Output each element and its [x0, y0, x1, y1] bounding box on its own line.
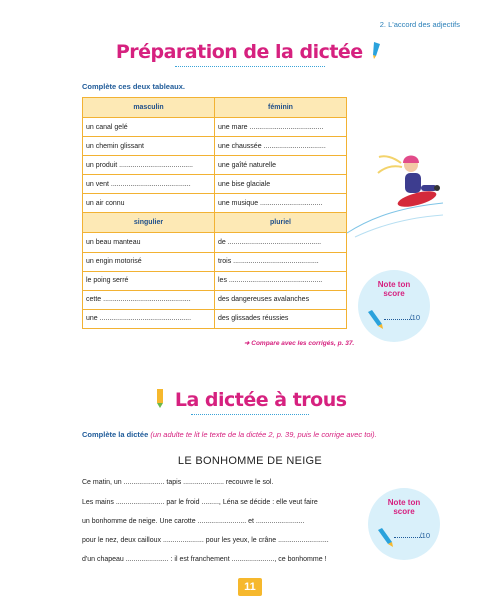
table-row — [83, 252, 347, 271]
table-cell[interactable]: le poing serré — [83, 271, 215, 290]
table-cell[interactable]: de ................................................ — [215, 233, 347, 252]
score-answer-line[interactable] — [384, 319, 412, 320]
table2-header-pluriel: pluriel — [215, 213, 347, 233]
table-cell[interactable]: les ................................................ — [215, 271, 347, 290]
table-row — [83, 309, 347, 328]
table-cell[interactable]: une mare ...................................... — [215, 118, 347, 137]
table-cell[interactable]: un vent ......................................... — [83, 175, 215, 194]
score-circle-2 — [368, 488, 440, 560]
score-denominator: /10 — [419, 531, 430, 540]
table2-header-singulier: singulier — [83, 213, 215, 233]
table-cell[interactable]: un beau manteau — [83, 233, 215, 252]
section1-title-underline — [175, 66, 325, 67]
table-row — [83, 118, 347, 137]
section1-title: Préparation de la dictée — [115, 41, 363, 63]
section2-title: La dictée à trous — [174, 389, 347, 411]
pencil-icon — [376, 528, 394, 548]
dictation-line-1[interactable]: Ce matin, un ..................... tapis ..................... recouvre le sol. — [82, 479, 274, 486]
section2-instruction — [82, 430, 377, 439]
score-circle-1 — [358, 270, 430, 342]
table-cell[interactable]: une musique ................................ — [215, 194, 347, 213]
score-label: Note ton score — [377, 280, 411, 298]
table-cell[interactable]: une gaîté naturelle — [215, 156, 347, 175]
dictation-line-5[interactable]: d'un chapeau ...................... : il est franchement ......................, ce bonhomme ! — [82, 556, 327, 563]
dictation-title: LE BONHOMME DE NEIGE — [177, 455, 323, 467]
pencil-icon — [370, 40, 384, 60]
section2-title-block — [0, 387, 500, 415]
table-row — [83, 194, 347, 213]
table-cell[interactable]: des glissades réussies — [215, 309, 347, 328]
table-row — [83, 156, 347, 175]
pencil-icon — [366, 310, 384, 330]
section2-instruction-note: (un adulte te lit le texte de la dictée 2, p. 39, puis le corrige avec toi). — [150, 430, 377, 439]
compare-link[interactable]: ➜ Compare avec les corrigés, p. 37. — [244, 340, 355, 347]
section1-instruction: Complète ces deux tableaux. — [82, 82, 185, 91]
pencil-icon — [153, 387, 167, 409]
score-label: Note ton score — [387, 498, 421, 516]
table-cell[interactable]: une chaussée ................................ — [215, 137, 347, 156]
section2-instruction-text: Complète la dictée — [82, 430, 149, 439]
sledding-child-illustration — [345, 145, 445, 240]
table-cell[interactable]: un engin motorisé — [83, 252, 215, 271]
table-cell[interactable]: un air connu — [83, 194, 215, 213]
dictation-line-3[interactable]: un bonhomme de neige. Une carotte ......................... et ......................... — [82, 518, 305, 525]
compare-text: Compare avec les corrigés, p. 37. — [251, 340, 355, 347]
table-cell[interactable]: un chemin glissant — [83, 137, 215, 156]
score-answer-line[interactable] — [394, 537, 422, 538]
table-row — [83, 233, 347, 252]
table1-header-feminin: féminin — [215, 98, 347, 118]
table-row — [83, 271, 347, 290]
table1-header-masculin: masculin — [83, 98, 215, 118]
score-denominator: /10 — [409, 313, 420, 322]
table-cell[interactable]: des dangereuses avalanches — [215, 290, 347, 309]
chapter-header: 2. L'accord des adjectifs — [379, 20, 460, 29]
table-cell[interactable]: un canal gelé — [83, 118, 215, 137]
adjective-tables — [82, 97, 347, 329]
section2-title-underline — [191, 414, 309, 415]
table-row — [83, 290, 347, 309]
section1-title-block — [0, 40, 500, 67]
page-number: 11 — [238, 578, 262, 596]
dictation-line-2[interactable]: Les mains ......................... par le froid ........., Léna se décide : elle veut faire — [82, 499, 318, 506]
table-cell[interactable]: une bise glaciale — [215, 175, 347, 194]
table-cell[interactable]: trois ............................................ — [215, 252, 347, 271]
table-cell[interactable]: une ............................................... — [83, 309, 215, 328]
dictation-line-4[interactable]: pour le nez, deux cailloux ..................... pour les yeux, le crâne .......................... — [82, 537, 329, 544]
table-row — [83, 175, 347, 194]
table-row — [83, 137, 347, 156]
table-cell[interactable]: un produit ...................................... — [83, 156, 215, 175]
table-cell[interactable]: cette ............................................. — [83, 290, 215, 309]
